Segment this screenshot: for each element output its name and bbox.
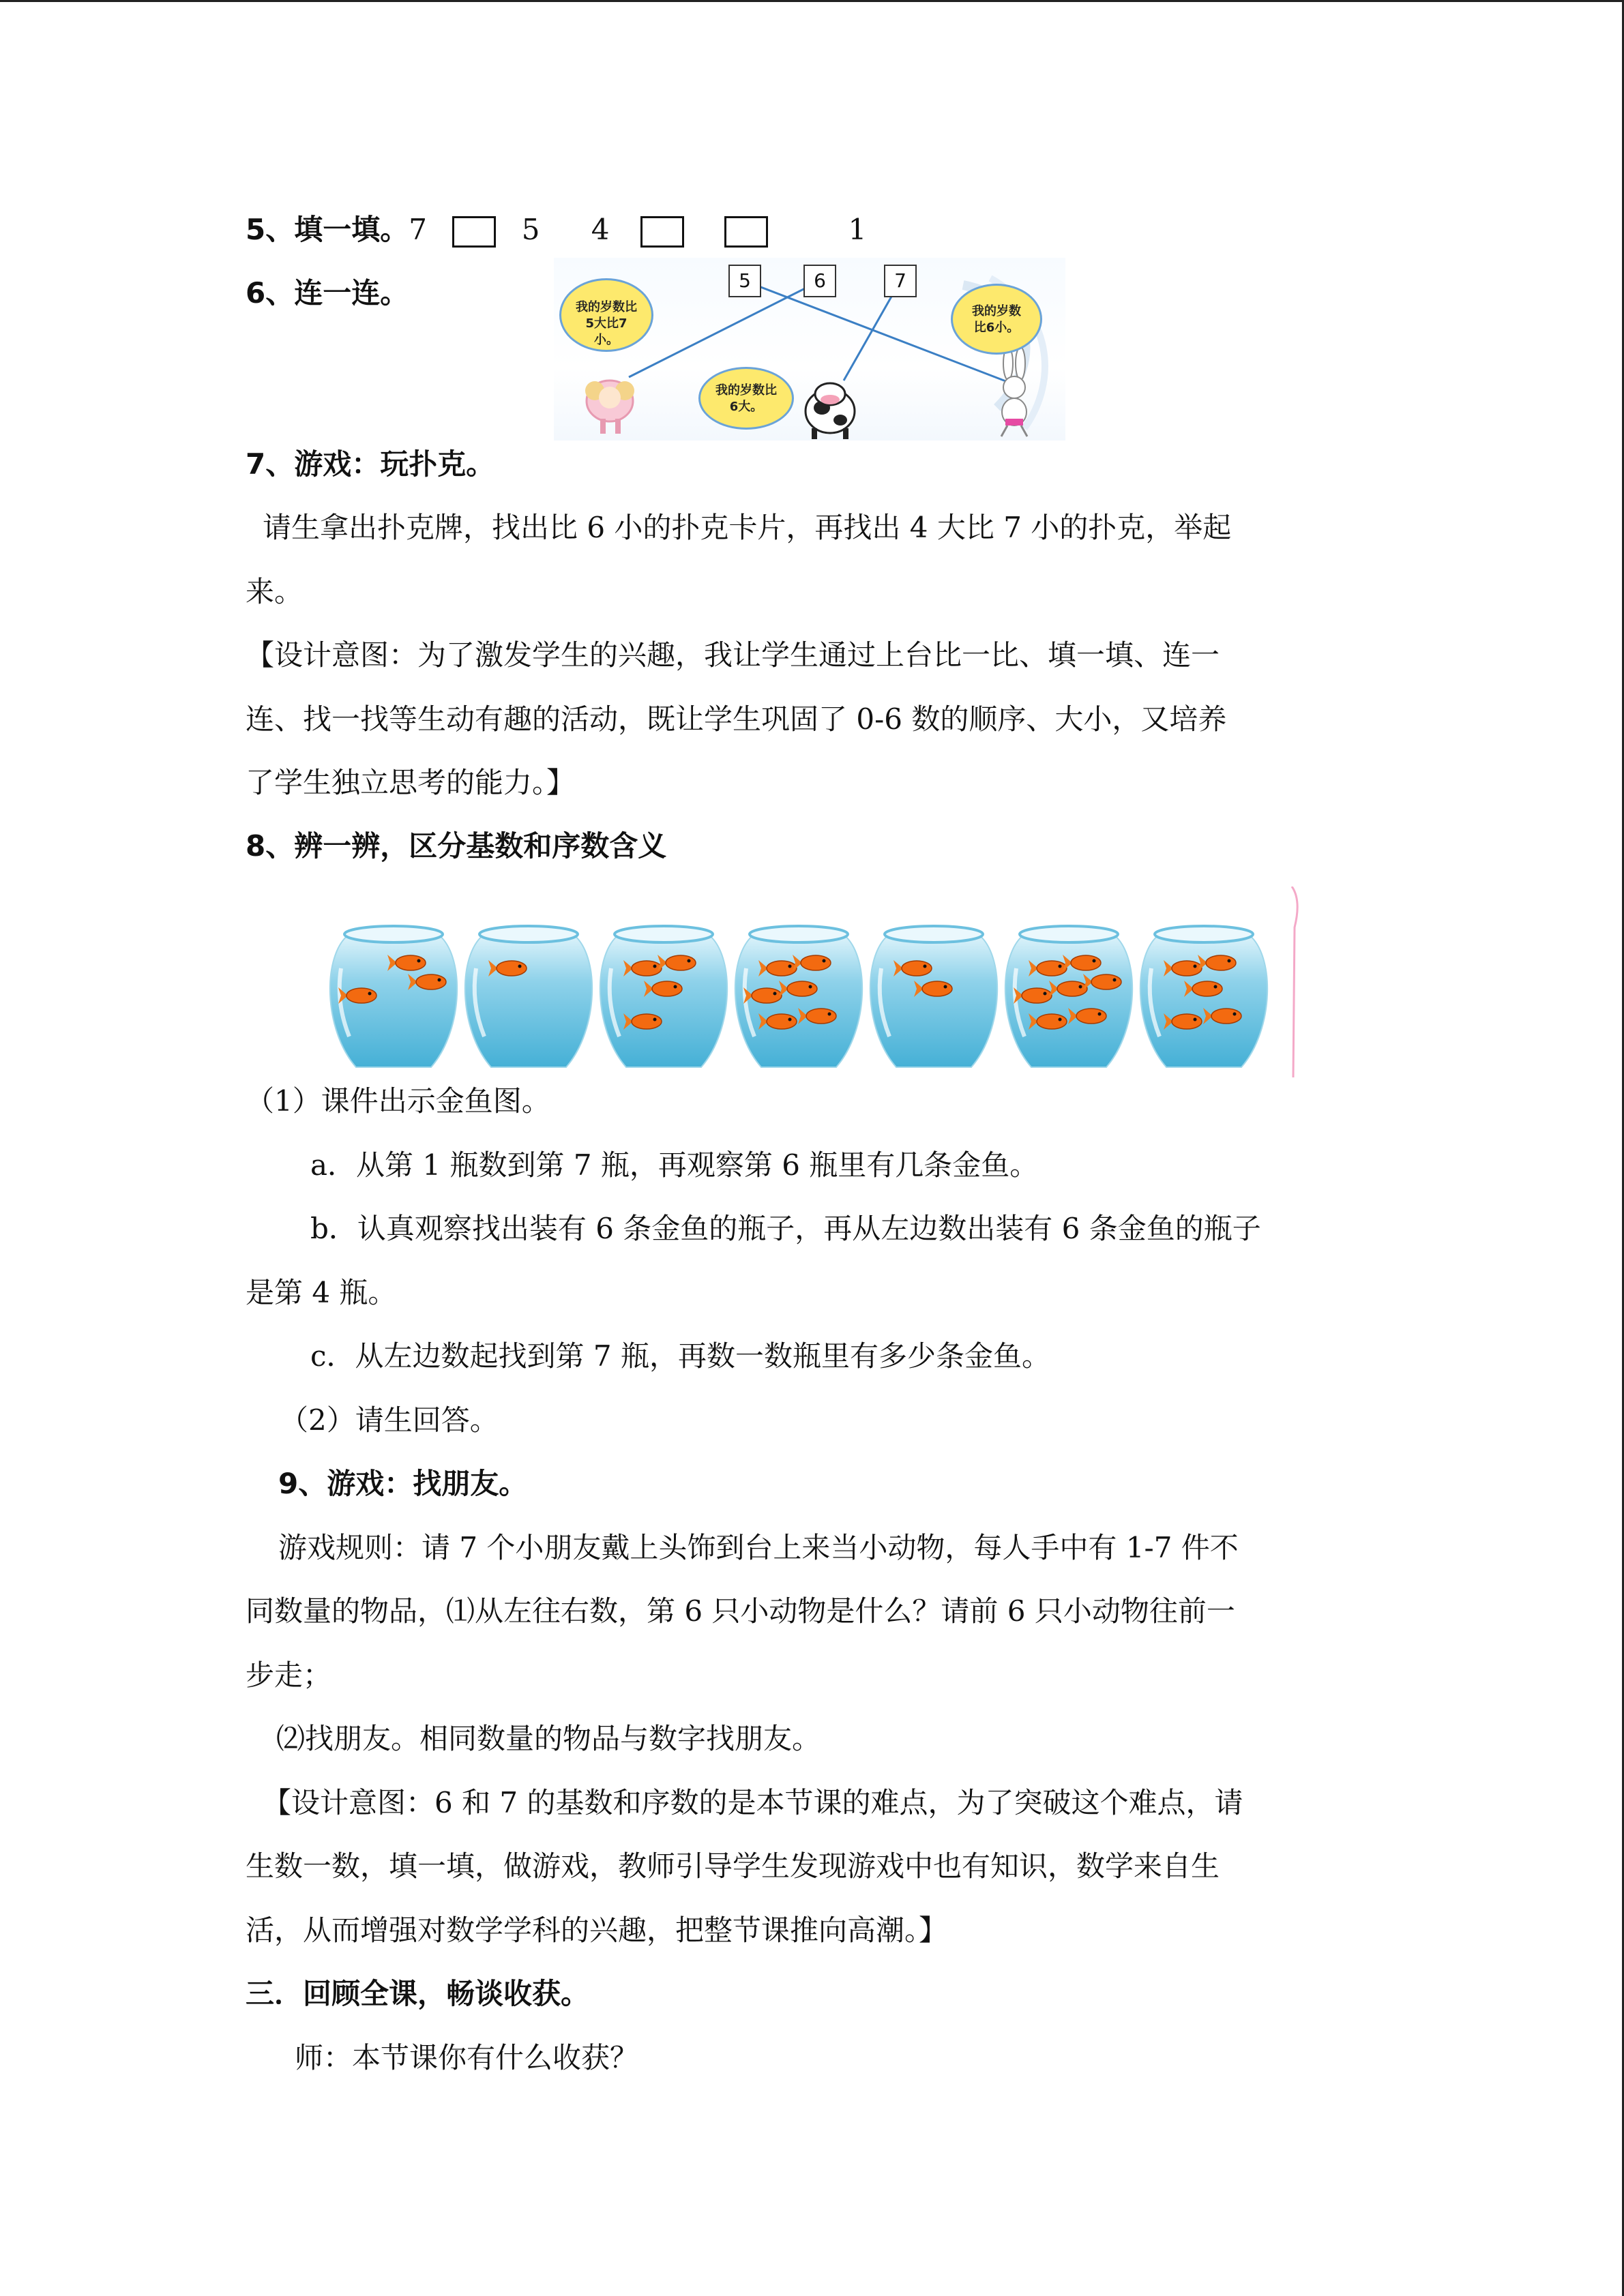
goldfish-bowl-6: [1005, 926, 1132, 1067]
goldfish-bowl-1: [330, 926, 457, 1067]
q9-intent-3: 活，从而增强对数学学科的兴趣，把整节课推向高潮。】: [246, 1913, 948, 1947]
q8-item-b-2: 是第 4 瓶。: [246, 1276, 397, 1309]
goldfish-bowls-svg: [326, 886, 1301, 1077]
q9-rule-1: 游戏规则：请 7 个小朋友戴上头饰到台上来当小动物，每人手中有 1-7 件不: [278, 1531, 1239, 1564]
sheep-speech-bubble: 我的岁数比5大比7小。: [559, 278, 653, 352]
number-box-5[interactable]: 5: [728, 265, 761, 297]
goldfish-bowls-figure: [326, 886, 1301, 1077]
q5-number-7: 7: [409, 213, 427, 246]
goldfish-bowl-2: [465, 926, 592, 1067]
rabbit-icon: [1001, 347, 1027, 436]
q5-blank-box-1[interactable]: [452, 216, 496, 248]
connect-diagram: [554, 258, 1065, 441]
q7-text-1: 请生拿出扑克牌，找出比 6 小的扑克卡片，再找出 4 大比 7 小的扑克，举起: [263, 511, 1232, 544]
goldfish-bowl-7: [1140, 926, 1267, 1067]
q7-intent-1: 【设计意图：为了激发学生的兴趣，我让学生通过上台比一比、填一填、连一: [246, 638, 1220, 672]
q8-item-c: c．从左边数起找到第 7 瓶，再数一数瓶里有多少条金鱼。: [310, 1339, 1050, 1373]
goldfish-bowl-4: [735, 926, 862, 1067]
q9-label: 9、游戏：找朋友。: [278, 1467, 528, 1500]
cow-speech-bubble: 我的岁数比6大。: [698, 367, 794, 430]
q7-intent-3: 了学生独立思考的能力。】: [246, 766, 576, 799]
figure-edge-decoration: [1292, 886, 1297, 1077]
q9-rule-3: 步走；: [246, 1658, 332, 1692]
q5-number-4: 4: [591, 213, 610, 246]
q7-label: 7、游戏：玩扑克。: [246, 447, 495, 481]
q5-blank-box-3[interactable]: [724, 216, 768, 248]
q8-item-b-1: b．认真观察找出装有 6 条金鱼的瓶子，再从左边数出装有 6 条金鱼的瓶子: [310, 1212, 1261, 1245]
q6-label: 6、连一连。: [246, 276, 409, 310]
q8-part-1: （1）课件出示金鱼图。: [246, 1084, 550, 1118]
rabbit-speech-bubble: 我的岁数比6小。: [951, 284, 1042, 355]
q7-text-2: 来。: [246, 575, 304, 608]
q7-intent-2: 连、找一找等生动有趣的活动，既让学生巩固了 0-6 数的顺序、大小，又培养: [246, 702, 1227, 736]
section-3-text: 师：本节课你有什么收获？: [295, 2041, 639, 2074]
q5-number-5: 5: [521, 213, 540, 246]
q8-item-a: a．从第 1 瓶数到第 7 瓶，再观察第 6 瓶里有几条金鱼。: [310, 1148, 1039, 1182]
q5-label: 5、填一填。: [246, 213, 409, 246]
cow-icon: [806, 383, 855, 439]
q5-line: [246, 209, 866, 250]
goldfish-bowl-3: [600, 926, 727, 1067]
goldfish-bowl-5: [870, 926, 997, 1067]
q5-number-1: 1: [848, 213, 867, 246]
q9-intent-1: 【设计意图：6 和 7 的基数和序数的是本节课的难点，为了突破这个难点，请: [263, 1786, 1243, 1819]
q9-rule-4: ⑵找朋友。相同数量的物品与数字找朋友。: [276, 1722, 821, 1755]
section-3-label: 三．回顾全课，畅谈收获。: [246, 1977, 590, 2010]
q9-rule-2: 同数量的物品，⑴从左往右数，第 6 只小动物是什么？请前 6 只小动物往前一: [246, 1594, 1235, 1628]
bowl-layer: [330, 926, 1267, 1067]
sheep-icon: [585, 381, 634, 434]
q5-blank-box-2[interactable]: [640, 216, 684, 248]
q8-part-2: （2）请生回答。: [280, 1403, 499, 1437]
line-6-to-sheep: [629, 281, 820, 377]
number-box-6[interactable]: 6: [803, 265, 836, 297]
q9-intent-2: 生数一数，填一填，做游戏，教师引导学生发现游戏中也有知识，数学来自生: [246, 1849, 1220, 1883]
number-box-7[interactable]: 7: [884, 265, 917, 297]
q8-label: 8、辨一辨，区分基数和序数含义: [246, 829, 667, 863]
